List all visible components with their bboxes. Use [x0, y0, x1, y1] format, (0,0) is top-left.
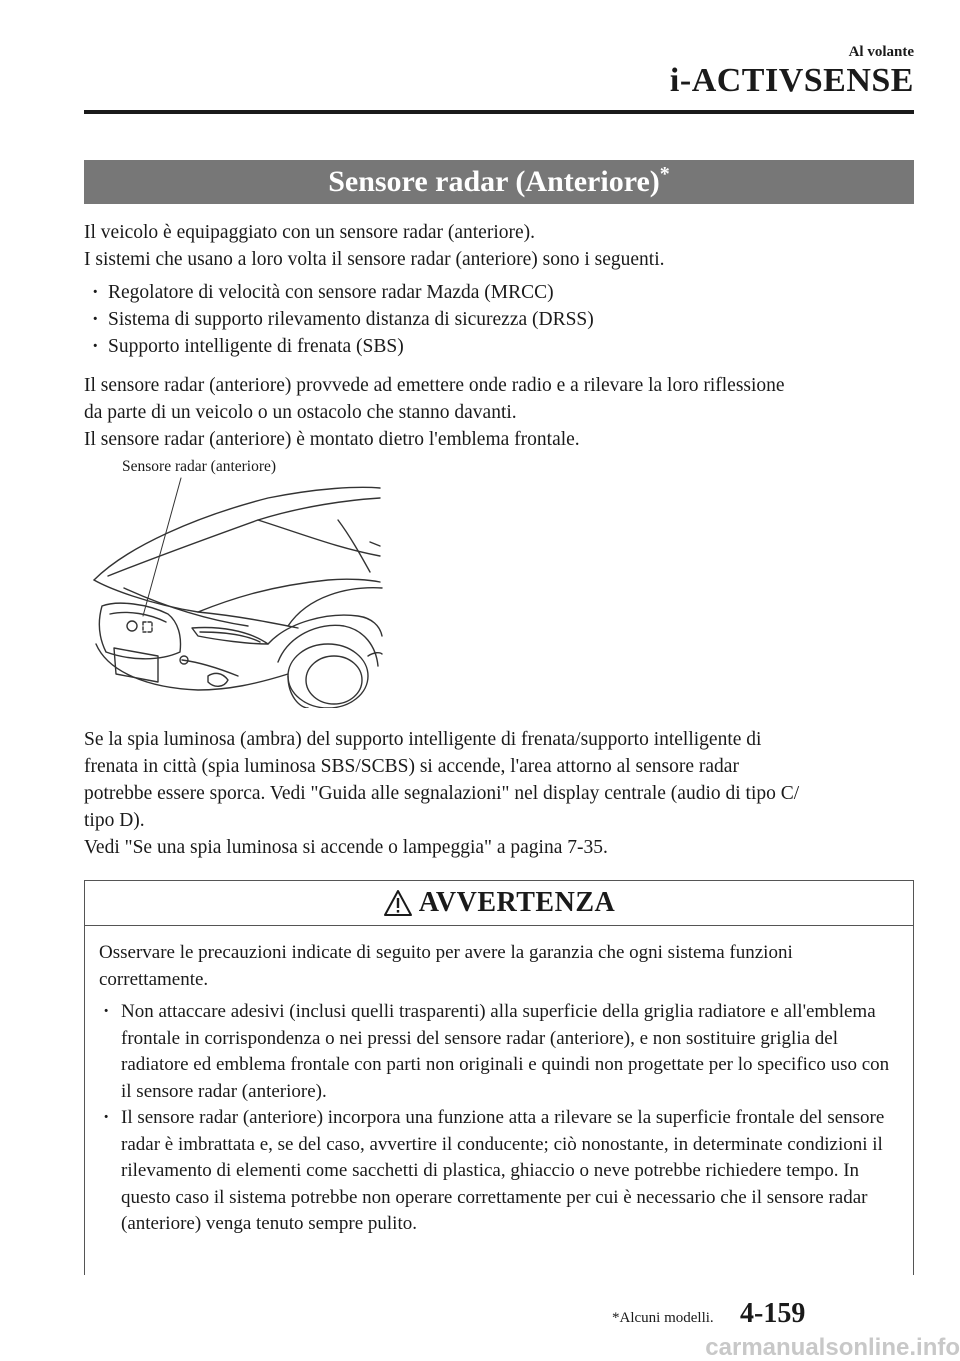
figure-callout-label: Sensore radar (anteriore) — [122, 458, 277, 475]
warning-heading — [85, 881, 913, 926]
paragraph-line: potrebbe essere sporca. Vedi "Guida alle segnalazioni" nel display centrale (audio di tipo C/ — [84, 783, 800, 804]
title-footnote-marker: * — [659, 163, 670, 185]
paragraph-line: Se la spia luminosa (ambra) del supporto intelligente di frenata/supporto intelligente di — [84, 729, 762, 750]
warning-item: · Il sensore radar (anteriore) incorpora una funzione atta a rilevare se la superficie frontale del sensore radar è imbrattata e, se del caso, avvertire il conducente; ciò nonostante, in determinate condizioni il rilevamento di elementi come sacchetti di plastica, ghiaccio o neve potrebbe richiedere tempo. In questo caso il sistema potrebbe non operare correttamente per cui è necessario che il sensore radar (anteriore) venga tenuto sempre pulito. — [99, 1105, 901, 1238]
footnote: *Alcuni modelli. — [612, 1310, 714, 1326]
list-item: · Regolatore di velocità con sensore radar Mazda (MRCC) — [88, 279, 914, 306]
paragraph-line: Il sensore radar (anteriore) provvede ad emettere onde radio e a rilevare la loro riflessione — [84, 375, 785, 396]
paragraph-line: tipo D). — [84, 810, 145, 831]
page-number: 4-159 — [740, 1298, 806, 1329]
intro-line: Il veicolo è equipaggiato con un sensore radar (anteriore). — [84, 222, 536, 243]
paragraph-line: da parte di un veicolo o un ostacolo che stanno davanti. — [84, 402, 517, 423]
intro-line: I sistemi che usano a loro volta il sensore radar (anteriore) sono i seguenti. — [84, 249, 665, 270]
systems-list — [84, 279, 914, 360]
warning-intro: Osservare le precauzioni indicate di seguito per avere la garanzia che ogni sistema funzioni correttamente. — [99, 942, 793, 990]
paragraph-line: frenata in città (spia luminosa SBS/SCBS) si accende, l'area attorno al sensore radar — [84, 756, 739, 777]
paragraph-line: Il sensore radar (anteriore) è montato dietro l'emblema frontale. — [84, 429, 580, 450]
car-front-illustration — [88, 476, 384, 708]
chapter-label: Al volante — [848, 44, 914, 60]
list-item: · Supporto intelligente di frenata (SBS) — [88, 333, 914, 360]
radar-description-paragraph — [84, 372, 914, 453]
watermark: carmanualsonline.info — [705, 1334, 960, 1361]
warning-item: · Non attaccare adesivi (inclusi quelli trasparenti) alla superficie della griglia radiatore e all'emblema frontale in corrispondenza o nei pressi del sensore radar (anteriore), e non sostituire griglia del radiatore ed emblema frontale con parti non originali e quindi non progettate per lo specifico uso con il sensore radar (anteriore). — [99, 999, 901, 1105]
intro-paragraph — [84, 219, 914, 273]
section-title: i-ACTIVSENSE — [669, 62, 914, 99]
paragraph-line: Vedi "Se una spia luminosa si accende o lampeggia" a pagina 7-35. — [84, 837, 608, 858]
warning-body — [85, 926, 913, 1238]
warning-triangle-icon — [383, 889, 413, 917]
page-title-text: Sensore radar (Anteriore) — [328, 165, 660, 198]
warning-box — [84, 880, 914, 1275]
page-title — [84, 160, 914, 204]
header-rule — [84, 110, 914, 114]
warning-heading-text: AVVERTENZA — [418, 887, 616, 918]
warning-light-paragraph — [84, 726, 914, 861]
list-item: · Sistema di supporto rilevamento distanza di sicurezza (DRSS) — [88, 306, 914, 333]
